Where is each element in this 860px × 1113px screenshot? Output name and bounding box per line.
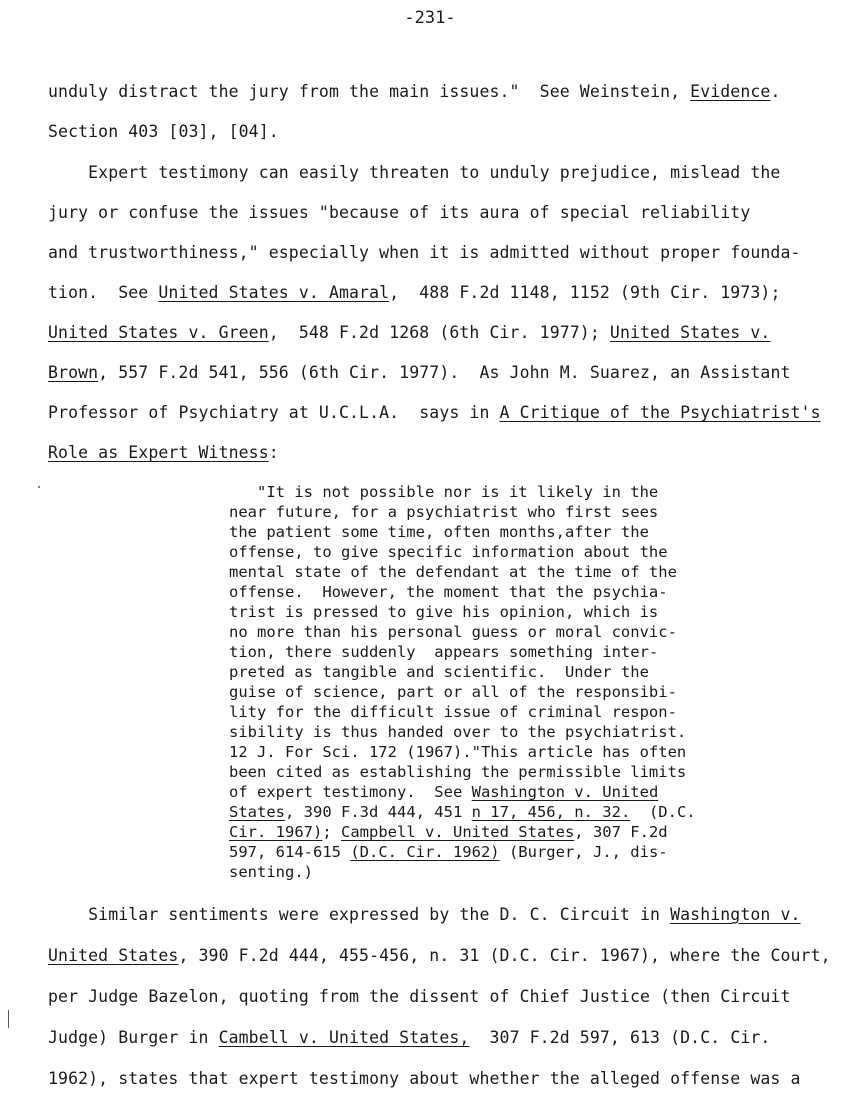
quote-line	[229, 643, 658, 661]
text-run: 12 J. For Sci. 172 (1967)."This article has often	[229, 743, 687, 761]
quote-line	[229, 543, 668, 561]
quote-line	[229, 763, 686, 781]
paragraph-line	[48, 987, 791, 1007]
paragraph-line	[48, 443, 279, 463]
text-run: Professor of Psychiatry at U.C.L.A. says in	[48, 403, 500, 422]
text-run: "It is not possible nor is it likely in the	[229, 483, 659, 501]
text-run: unduly distract the jury from the main issues." See Weinstein,	[48, 82, 691, 101]
text-run: (Burger, J., dis-	[499, 843, 668, 861]
quote-line	[229, 663, 649, 681]
quote-line	[229, 783, 658, 801]
text-run: , 557 F.2d 541, 556 (6th Cir. 1977). As John M. Suarez, an Assistant	[98, 363, 791, 382]
text-run: 597, 614-615	[229, 843, 351, 861]
case-citation: Cambell v. United States,	[218, 1028, 470, 1047]
text-run: mental state of the defendant at the time of the	[229, 563, 677, 581]
case-citation: United States	[48, 946, 179, 965]
text-run: 307 F.2d 597, 613 (D.C. Cir.	[469, 1028, 771, 1047]
text-run: guise of science, part or all of the responsibi-	[229, 683, 677, 701]
text-run: , 488 F.2d 1148, 1152 (9th Cir. 1973);	[389, 283, 781, 302]
text-run: Judge) Burger in	[48, 1028, 219, 1047]
quote-line	[229, 523, 649, 541]
text-run: , 548 F.2d 1268 (6th Cir. 1977);	[268, 323, 610, 342]
quote-line	[229, 563, 677, 581]
text-run: preted as tangible and scientific. Under the	[229, 663, 649, 681]
text-run: , 390 F.3d 444, 451	[285, 803, 472, 821]
scan-speck	[38, 486, 40, 488]
text-run: no more than his personal guess or moral convic-	[229, 623, 677, 641]
text-run: (D.C.	[630, 803, 696, 821]
text-run: tion, there suddenly appears something inter-	[229, 643, 659, 661]
quote-line	[229, 723, 686, 741]
case-citation: Brown	[48, 363, 99, 382]
text-run: near future, for a psychiatrist who first sees	[229, 503, 659, 521]
text-run: tion. See	[48, 283, 159, 302]
quote-line	[229, 743, 686, 761]
paragraph-line	[48, 946, 831, 966]
case-citation: United States v.	[609, 323, 771, 342]
text-run: senting.)	[229, 863, 313, 881]
case-citation: A Critique of the Psychiatrist's	[499, 403, 821, 422]
case-citation: n 17, 456, n. 32.	[471, 803, 631, 821]
paragraph-line	[48, 203, 750, 223]
case-citation: Cir. 1967)	[229, 823, 323, 841]
case-citation: (D.C. Cir. 1962)	[350, 843, 500, 861]
paragraph-line	[48, 1069, 801, 1089]
paragraph-line	[48, 283, 780, 303]
text-run: 1962), states that expert testimony about whether the alleged offense was a	[48, 1069, 801, 1088]
quote-line	[229, 583, 668, 601]
text-run: , 307 F.2d	[574, 823, 668, 841]
text-run: offense. However, the moment that the psychia-	[229, 583, 668, 601]
case-citation: Role as Expert Witness	[48, 443, 269, 462]
text-run: Expert testimony can easily threaten to unduly prejudice, mislead the	[48, 163, 781, 182]
case-citation: States	[229, 803, 285, 821]
case-citation: Campbell v. United States	[341, 823, 575, 841]
page-number: -231-	[404, 8, 456, 28]
quote-line	[229, 843, 668, 861]
text-run: Section 403 [03], [04].	[48, 122, 279, 141]
quote-line	[229, 803, 696, 821]
text-run: jury or confuse the issues "because of its aura of special reliability	[48, 203, 751, 222]
text-run: offense, to give specific information about the	[229, 543, 668, 561]
paragraph-line	[48, 243, 801, 263]
paragraph-line	[48, 905, 801, 925]
quote-line	[229, 603, 658, 621]
quote-line	[229, 823, 668, 841]
case-citation: United States v. Green	[48, 323, 269, 342]
paragraph-line	[48, 1028, 770, 1048]
text-run: of expert testimony. See	[229, 783, 472, 801]
paragraph-line	[48, 122, 279, 142]
text-run: :	[268, 443, 279, 462]
case-citation: Evidence	[690, 82, 771, 101]
case-citation: United States v. Amaral	[158, 283, 390, 302]
paragraph-line	[48, 163, 780, 183]
text-run: trist is pressed to give his opinion, which is	[229, 603, 659, 621]
text-run: , 390 F.2d 444, 455-456, n. 31 (D.C. Cir. 1967), where the Court,	[178, 946, 831, 965]
text-run: per Judge Bazelon, quoting from the dissent of Chief Justice (then Circuit	[48, 987, 791, 1006]
text-run: lity for the difficult issue of criminal respon-	[229, 703, 677, 721]
text-run: sibility is thus handed over to the psychiatrist.	[229, 723, 687, 741]
case-citation: Washington v. United	[471, 783, 659, 801]
quote-line	[229, 623, 677, 641]
quote-line	[229, 503, 658, 521]
text-run: the patient some time, often months,after the	[229, 523, 649, 541]
paragraph-line	[48, 323, 770, 343]
paragraph-line	[48, 363, 791, 383]
quote-line	[229, 703, 677, 721]
quote-line	[229, 683, 677, 701]
quote-line	[229, 863, 313, 881]
text-run: been cited as establishing the permissible limits	[229, 763, 687, 781]
paragraph-line	[48, 403, 821, 423]
text-run: Similar sentiments were expressed by the D. C. Circuit in	[48, 905, 671, 924]
text-run: and trustworthiness," especially when it is admitted without proper founda-	[48, 243, 801, 262]
case-citation: Washington v.	[670, 905, 801, 924]
text-run: .	[770, 82, 781, 101]
paragraph-line	[48, 82, 781, 102]
text-run: ;	[322, 823, 341, 841]
scan-speck	[8, 1010, 9, 1028]
quote-line	[229, 483, 658, 501]
